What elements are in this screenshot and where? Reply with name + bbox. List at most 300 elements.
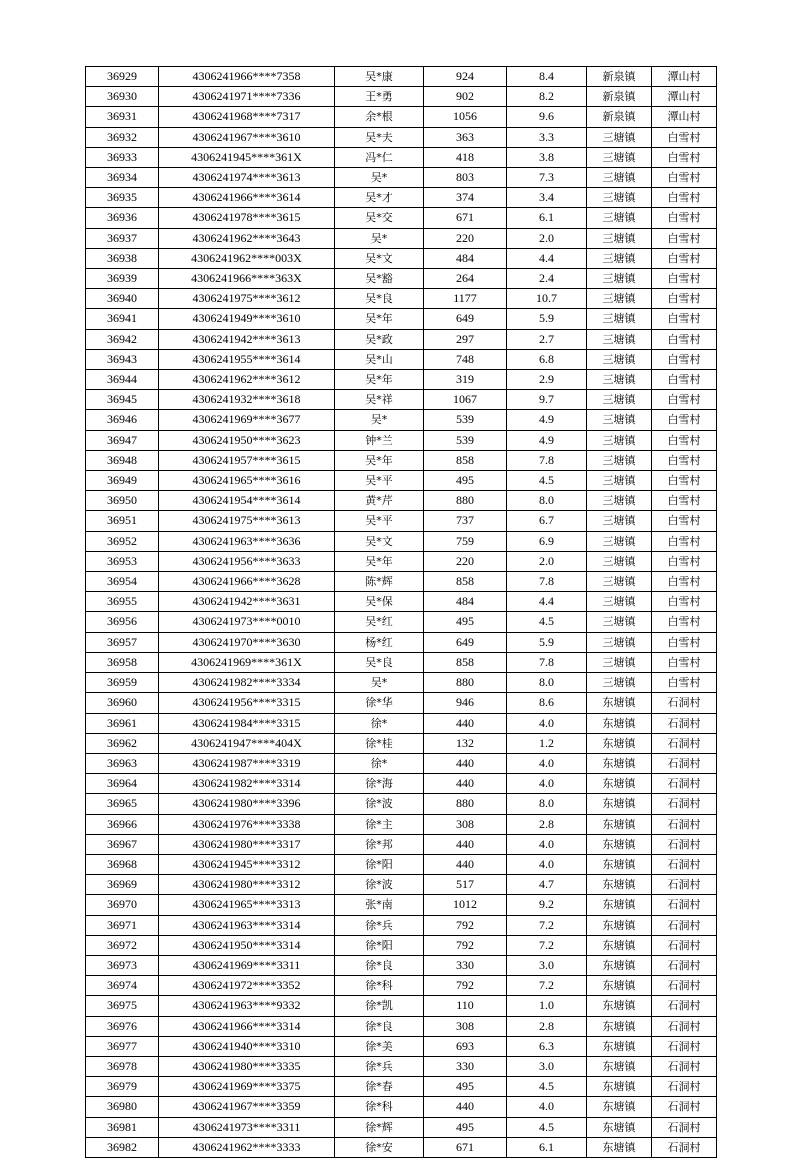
cell-index: 36981 bbox=[86, 1117, 159, 1137]
cell-village: 石洞村 bbox=[652, 693, 717, 713]
cell-id-number: 4306241942****3613 bbox=[159, 329, 335, 349]
table-row bbox=[86, 471, 717, 491]
cell-amount: 484 bbox=[424, 248, 507, 268]
cell-name: 吴* bbox=[335, 673, 424, 693]
cell-amount: 330 bbox=[424, 955, 507, 975]
cell-amount: 671 bbox=[424, 1137, 507, 1157]
cell-name: 吴*年 bbox=[335, 370, 424, 390]
table-row bbox=[86, 915, 717, 935]
table-row bbox=[86, 430, 717, 450]
cell-amount: 495 bbox=[424, 612, 507, 632]
cell-id-number: 4306241945****361X bbox=[159, 147, 335, 167]
cell-id-number: 4306241962****003X bbox=[159, 248, 335, 268]
table-container bbox=[85, 66, 709, 1158]
cell-name: 吴*保 bbox=[335, 592, 424, 612]
cell-village: 潭山村 bbox=[652, 87, 717, 107]
table-row bbox=[86, 289, 717, 309]
cell-id-number: 4306241962****3612 bbox=[159, 370, 335, 390]
cell-village: 白雪村 bbox=[652, 572, 717, 592]
cell-town: 三塘镇 bbox=[587, 551, 652, 571]
cell-id-number: 4306241963****3314 bbox=[159, 915, 335, 935]
cell-name: 吴*祥 bbox=[335, 390, 424, 410]
table-row bbox=[86, 652, 717, 672]
cell-village: 白雪村 bbox=[652, 349, 717, 369]
cell-town: 新泉镇 bbox=[587, 107, 652, 127]
cell-name: 黄*芹 bbox=[335, 491, 424, 511]
cell-village: 石洞村 bbox=[652, 1117, 717, 1137]
table-row bbox=[86, 87, 717, 107]
cell-village: 石洞村 bbox=[652, 976, 717, 996]
cell-name: 吴*才 bbox=[335, 188, 424, 208]
cell-name: 吴*平 bbox=[335, 471, 424, 491]
cell-town: 三塘镇 bbox=[587, 349, 652, 369]
cell-index: 36947 bbox=[86, 430, 159, 450]
table-row bbox=[86, 349, 717, 369]
cell-amount: 858 bbox=[424, 572, 507, 592]
cell-amount: 880 bbox=[424, 794, 507, 814]
cell-id-number: 4306241975****3613 bbox=[159, 511, 335, 531]
table-row bbox=[86, 67, 717, 87]
cell-name: 吴* bbox=[335, 168, 424, 188]
cell-index: 36943 bbox=[86, 349, 159, 369]
cell-village: 石洞村 bbox=[652, 1097, 717, 1117]
cell-town: 三塘镇 bbox=[587, 410, 652, 430]
cell-town: 东塘镇 bbox=[587, 733, 652, 753]
cell-rate: 8.2 bbox=[507, 87, 587, 107]
table-row bbox=[86, 794, 717, 814]
cell-name: 徐*兵 bbox=[335, 1056, 424, 1076]
cell-amount: 759 bbox=[424, 531, 507, 551]
cell-index: 36939 bbox=[86, 269, 159, 289]
cell-name: 张*南 bbox=[335, 895, 424, 915]
cell-index: 36968 bbox=[86, 854, 159, 874]
cell-village: 白雪村 bbox=[652, 531, 717, 551]
cell-amount: 297 bbox=[424, 329, 507, 349]
cell-index: 36957 bbox=[86, 632, 159, 652]
cell-name: 徐*华 bbox=[335, 693, 424, 713]
cell-rate: 9.7 bbox=[507, 390, 587, 410]
cell-rate: 4.0 bbox=[507, 834, 587, 854]
cell-index: 36967 bbox=[86, 834, 159, 854]
cell-id-number: 4306241982****3314 bbox=[159, 774, 335, 794]
cell-id-number: 4306241972****3352 bbox=[159, 976, 335, 996]
cell-village: 石洞村 bbox=[652, 895, 717, 915]
cell-amount: 1177 bbox=[424, 289, 507, 309]
table-row bbox=[86, 147, 717, 167]
cell-name: 徐*桂 bbox=[335, 733, 424, 753]
cell-town: 东塘镇 bbox=[587, 693, 652, 713]
cell-id-number: 4306241969****361X bbox=[159, 652, 335, 672]
cell-index: 36954 bbox=[86, 572, 159, 592]
cell-id-number: 4306241965****3313 bbox=[159, 895, 335, 915]
cell-rate: 4.9 bbox=[507, 430, 587, 450]
cell-amount: 671 bbox=[424, 208, 507, 228]
cell-rate: 6.9 bbox=[507, 531, 587, 551]
cell-amount: 308 bbox=[424, 814, 507, 834]
cell-town: 东塘镇 bbox=[587, 996, 652, 1016]
cell-village: 白雪村 bbox=[652, 673, 717, 693]
table-row bbox=[86, 592, 717, 612]
cell-rate: 2.8 bbox=[507, 1016, 587, 1036]
table-row bbox=[86, 693, 717, 713]
cell-id-number: 4306241969****3311 bbox=[159, 955, 335, 975]
table-row bbox=[86, 309, 717, 329]
cell-town: 三塘镇 bbox=[587, 673, 652, 693]
cell-index: 36970 bbox=[86, 895, 159, 915]
cell-name: 吴*良 bbox=[335, 652, 424, 672]
table-row bbox=[86, 1137, 717, 1157]
cell-id-number: 4306241966****7358 bbox=[159, 67, 335, 87]
cell-name: 徐*波 bbox=[335, 875, 424, 895]
table-row bbox=[86, 188, 717, 208]
cell-town: 三塘镇 bbox=[587, 168, 652, 188]
table-row bbox=[86, 612, 717, 632]
cell-index: 36945 bbox=[86, 390, 159, 410]
cell-name: 吴*红 bbox=[335, 612, 424, 632]
table-row bbox=[86, 1036, 717, 1056]
cell-name: 徐*邦 bbox=[335, 834, 424, 854]
cell-index: 36960 bbox=[86, 693, 159, 713]
cell-rate: 5.9 bbox=[507, 632, 587, 652]
cell-village: 石洞村 bbox=[652, 753, 717, 773]
cell-index: 36929 bbox=[86, 67, 159, 87]
table-row bbox=[86, 551, 717, 571]
cell-rate: 2.7 bbox=[507, 329, 587, 349]
cell-amount: 132 bbox=[424, 733, 507, 753]
cell-village: 石洞村 bbox=[652, 996, 717, 1016]
cell-name: 冯*仁 bbox=[335, 147, 424, 167]
cell-village: 白雪村 bbox=[652, 612, 717, 632]
cell-rate: 4.5 bbox=[507, 612, 587, 632]
cell-id-number: 4306241966****3314 bbox=[159, 1016, 335, 1036]
cell-rate: 7.2 bbox=[507, 976, 587, 996]
cell-village: 石洞村 bbox=[652, 854, 717, 874]
cell-id-number: 4306241969****3677 bbox=[159, 410, 335, 430]
cell-town: 东塘镇 bbox=[587, 1016, 652, 1036]
cell-village: 白雪村 bbox=[652, 511, 717, 531]
cell-rate: 3.8 bbox=[507, 147, 587, 167]
cell-town: 东塘镇 bbox=[587, 1117, 652, 1137]
cell-village: 白雪村 bbox=[652, 269, 717, 289]
cell-amount: 748 bbox=[424, 349, 507, 369]
cell-name: 徐*兵 bbox=[335, 915, 424, 935]
cell-amount: 737 bbox=[424, 511, 507, 531]
table-row bbox=[86, 774, 717, 794]
cell-index: 36935 bbox=[86, 188, 159, 208]
cell-name: 徐*海 bbox=[335, 774, 424, 794]
cell-name: 徐*科 bbox=[335, 976, 424, 996]
cell-name: 吴*年 bbox=[335, 450, 424, 470]
cell-id-number: 4306241956****3315 bbox=[159, 693, 335, 713]
cell-index: 36938 bbox=[86, 248, 159, 268]
cell-amount: 220 bbox=[424, 228, 507, 248]
cell-name: 杨*红 bbox=[335, 632, 424, 652]
table-body bbox=[86, 67, 717, 1158]
table-row bbox=[86, 450, 717, 470]
cell-village: 白雪村 bbox=[652, 450, 717, 470]
cell-rate: 1.0 bbox=[507, 996, 587, 1016]
cell-town: 东塘镇 bbox=[587, 1077, 652, 1097]
cell-id-number: 4306241945****3312 bbox=[159, 854, 335, 874]
cell-index: 36972 bbox=[86, 935, 159, 955]
cell-name: 吴*平 bbox=[335, 511, 424, 531]
cell-village: 白雪村 bbox=[652, 289, 717, 309]
cell-name: 徐*阳 bbox=[335, 935, 424, 955]
cell-amount: 792 bbox=[424, 915, 507, 935]
cell-name: 徐*春 bbox=[335, 1077, 424, 1097]
table-row bbox=[86, 753, 717, 773]
cell-index: 36936 bbox=[86, 208, 159, 228]
cell-village: 石洞村 bbox=[652, 733, 717, 753]
cell-name: 吴*年 bbox=[335, 309, 424, 329]
table-row bbox=[86, 248, 717, 268]
cell-town: 东塘镇 bbox=[587, 713, 652, 733]
cell-amount: 1067 bbox=[424, 390, 507, 410]
cell-index: 36959 bbox=[86, 673, 159, 693]
cell-rate: 9.2 bbox=[507, 895, 587, 915]
table-row bbox=[86, 976, 717, 996]
cell-amount: 539 bbox=[424, 410, 507, 430]
cell-id-number: 4306241950****3314 bbox=[159, 935, 335, 955]
cell-rate: 2.4 bbox=[507, 269, 587, 289]
cell-village: 石洞村 bbox=[652, 875, 717, 895]
cell-index: 36952 bbox=[86, 531, 159, 551]
cell-id-number: 4306241978****3615 bbox=[159, 208, 335, 228]
cell-amount: 264 bbox=[424, 269, 507, 289]
cell-town: 东塘镇 bbox=[587, 895, 652, 915]
cell-index: 36951 bbox=[86, 511, 159, 531]
cell-rate: 6.1 bbox=[507, 208, 587, 228]
cell-name: 徐* bbox=[335, 713, 424, 733]
cell-rate: 4.7 bbox=[507, 875, 587, 895]
cell-id-number: 4306241974****3613 bbox=[159, 168, 335, 188]
cell-id-number: 4306241982****3334 bbox=[159, 673, 335, 693]
cell-town: 三塘镇 bbox=[587, 147, 652, 167]
cell-name: 徐*阳 bbox=[335, 854, 424, 874]
cell-id-number: 4306241976****3338 bbox=[159, 814, 335, 834]
cell-name: 吴* bbox=[335, 228, 424, 248]
cell-id-number: 4306241971****7336 bbox=[159, 87, 335, 107]
cell-name: 徐* bbox=[335, 753, 424, 773]
table-row bbox=[86, 511, 717, 531]
cell-index: 36940 bbox=[86, 289, 159, 309]
cell-town: 东塘镇 bbox=[587, 955, 652, 975]
cell-name: 徐*安 bbox=[335, 1137, 424, 1157]
cell-town: 三塘镇 bbox=[587, 188, 652, 208]
cell-rate: 7.8 bbox=[507, 450, 587, 470]
cell-index: 36934 bbox=[86, 168, 159, 188]
cell-index: 36937 bbox=[86, 228, 159, 248]
cell-id-number: 4306241967****3359 bbox=[159, 1097, 335, 1117]
table-row bbox=[86, 1077, 717, 1097]
cell-index: 36942 bbox=[86, 329, 159, 349]
table-row bbox=[86, 673, 717, 693]
cell-index: 36933 bbox=[86, 147, 159, 167]
cell-rate: 4.5 bbox=[507, 1077, 587, 1097]
cell-village: 白雪村 bbox=[652, 309, 717, 329]
cell-village: 石洞村 bbox=[652, 1077, 717, 1097]
cell-village: 石洞村 bbox=[652, 1056, 717, 1076]
cell-name: 徐*波 bbox=[335, 794, 424, 814]
table-row bbox=[86, 269, 717, 289]
cell-rate: 2.9 bbox=[507, 370, 587, 390]
cell-amount: 803 bbox=[424, 168, 507, 188]
cell-name: 吴*文 bbox=[335, 531, 424, 551]
cell-id-number: 4306241962****3333 bbox=[159, 1137, 335, 1157]
cell-rate: 9.6 bbox=[507, 107, 587, 127]
cell-town: 三塘镇 bbox=[587, 208, 652, 228]
cell-rate: 3.4 bbox=[507, 188, 587, 208]
beneficiary-table bbox=[85, 66, 717, 1158]
cell-rate: 4.0 bbox=[507, 1097, 587, 1117]
cell-rate: 8.0 bbox=[507, 794, 587, 814]
cell-village: 白雪村 bbox=[652, 370, 717, 390]
cell-rate: 6.8 bbox=[507, 349, 587, 369]
cell-rate: 1.2 bbox=[507, 733, 587, 753]
cell-amount: 440 bbox=[424, 854, 507, 874]
cell-town: 东塘镇 bbox=[587, 976, 652, 996]
cell-id-number: 4306241962****3643 bbox=[159, 228, 335, 248]
cell-amount: 374 bbox=[424, 188, 507, 208]
cell-rate: 3.3 bbox=[507, 127, 587, 147]
cell-amount: 946 bbox=[424, 693, 507, 713]
cell-rate: 7.3 bbox=[507, 168, 587, 188]
table-row bbox=[86, 996, 717, 1016]
cell-index: 36956 bbox=[86, 612, 159, 632]
cell-name: 吴*文 bbox=[335, 248, 424, 268]
table-row bbox=[86, 733, 717, 753]
cell-index: 36978 bbox=[86, 1056, 159, 1076]
cell-index: 36950 bbox=[86, 491, 159, 511]
cell-village: 潭山村 bbox=[652, 107, 717, 127]
cell-name: 徐*良 bbox=[335, 955, 424, 975]
cell-rate: 3.0 bbox=[507, 955, 587, 975]
table-row bbox=[86, 935, 717, 955]
cell-rate: 8.0 bbox=[507, 673, 587, 693]
cell-id-number: 4306241949****3610 bbox=[159, 309, 335, 329]
cell-name: 吴*豁 bbox=[335, 269, 424, 289]
cell-index: 36969 bbox=[86, 875, 159, 895]
cell-id-number: 4306241963****3636 bbox=[159, 531, 335, 551]
table-row bbox=[86, 1016, 717, 1036]
cell-town: 东塘镇 bbox=[587, 1056, 652, 1076]
cell-rate: 4.0 bbox=[507, 854, 587, 874]
table-row bbox=[86, 1097, 717, 1117]
cell-index: 36963 bbox=[86, 753, 159, 773]
cell-village: 白雪村 bbox=[652, 652, 717, 672]
cell-village: 白雪村 bbox=[652, 168, 717, 188]
cell-name: 王*勇 bbox=[335, 87, 424, 107]
cell-village: 白雪村 bbox=[652, 390, 717, 410]
cell-id-number: 4306241940****3310 bbox=[159, 1036, 335, 1056]
cell-town: 三塘镇 bbox=[587, 289, 652, 309]
cell-rate: 4.0 bbox=[507, 753, 587, 773]
cell-amount: 495 bbox=[424, 1077, 507, 1097]
table-row bbox=[86, 390, 717, 410]
cell-amount: 792 bbox=[424, 935, 507, 955]
cell-town: 东塘镇 bbox=[587, 875, 652, 895]
cell-name: 吴*政 bbox=[335, 329, 424, 349]
cell-town: 三塘镇 bbox=[587, 309, 652, 329]
cell-town: 三塘镇 bbox=[587, 612, 652, 632]
cell-town: 东塘镇 bbox=[587, 753, 652, 773]
cell-village: 白雪村 bbox=[652, 208, 717, 228]
cell-amount: 858 bbox=[424, 450, 507, 470]
cell-town: 三塘镇 bbox=[587, 127, 652, 147]
cell-town: 新泉镇 bbox=[587, 87, 652, 107]
cell-amount: 308 bbox=[424, 1016, 507, 1036]
cell-index: 36973 bbox=[86, 955, 159, 975]
cell-village: 白雪村 bbox=[652, 632, 717, 652]
cell-amount: 880 bbox=[424, 673, 507, 693]
cell-rate: 6.1 bbox=[507, 1137, 587, 1157]
cell-index: 36966 bbox=[86, 814, 159, 834]
cell-town: 三塘镇 bbox=[587, 592, 652, 612]
cell-rate: 7.8 bbox=[507, 652, 587, 672]
cell-village: 白雪村 bbox=[652, 592, 717, 612]
cell-town: 东塘镇 bbox=[587, 774, 652, 794]
cell-id-number: 4306241932****3618 bbox=[159, 390, 335, 410]
cell-amount: 220 bbox=[424, 551, 507, 571]
cell-rate: 5.9 bbox=[507, 309, 587, 329]
cell-village: 白雪村 bbox=[652, 248, 717, 268]
table-row bbox=[86, 208, 717, 228]
table-row bbox=[86, 854, 717, 874]
cell-town: 三塘镇 bbox=[587, 491, 652, 511]
cell-name: 吴*交 bbox=[335, 208, 424, 228]
cell-name: 吴* bbox=[335, 410, 424, 430]
table-row bbox=[86, 1117, 717, 1137]
cell-town: 三塘镇 bbox=[587, 228, 652, 248]
cell-index: 36977 bbox=[86, 1036, 159, 1056]
cell-amount: 319 bbox=[424, 370, 507, 390]
cell-name: 徐*科 bbox=[335, 1097, 424, 1117]
cell-index: 36930 bbox=[86, 87, 159, 107]
cell-id-number: 4306241954****3614 bbox=[159, 491, 335, 511]
cell-village: 石洞村 bbox=[652, 774, 717, 794]
cell-id-number: 4306241955****3614 bbox=[159, 349, 335, 369]
cell-amount: 440 bbox=[424, 834, 507, 854]
cell-village: 白雪村 bbox=[652, 188, 717, 208]
cell-amount: 693 bbox=[424, 1036, 507, 1056]
cell-town: 三塘镇 bbox=[587, 430, 652, 450]
cell-id-number: 4306241967****3610 bbox=[159, 127, 335, 147]
cell-amount: 924 bbox=[424, 67, 507, 87]
table-row bbox=[86, 410, 717, 430]
cell-amount: 902 bbox=[424, 87, 507, 107]
cell-town: 三塘镇 bbox=[587, 531, 652, 551]
table-row bbox=[86, 168, 717, 188]
cell-id-number: 4306241980****3312 bbox=[159, 875, 335, 895]
cell-village: 白雪村 bbox=[652, 228, 717, 248]
table-row bbox=[86, 713, 717, 733]
cell-town: 东塘镇 bbox=[587, 1097, 652, 1117]
cell-rate: 7.8 bbox=[507, 572, 587, 592]
cell-index: 36955 bbox=[86, 592, 159, 612]
cell-id-number: 4306241969****3375 bbox=[159, 1077, 335, 1097]
cell-town: 三塘镇 bbox=[587, 471, 652, 491]
cell-index: 36979 bbox=[86, 1077, 159, 1097]
cell-town: 东塘镇 bbox=[587, 1137, 652, 1157]
table-row bbox=[86, 228, 717, 248]
table-row bbox=[86, 814, 717, 834]
cell-id-number: 4306241980****3396 bbox=[159, 794, 335, 814]
cell-amount: 1056 bbox=[424, 107, 507, 127]
cell-id-number: 4306241947****404X bbox=[159, 733, 335, 753]
cell-name: 余*根 bbox=[335, 107, 424, 127]
cell-town: 三塘镇 bbox=[587, 390, 652, 410]
cell-town: 东塘镇 bbox=[587, 854, 652, 874]
